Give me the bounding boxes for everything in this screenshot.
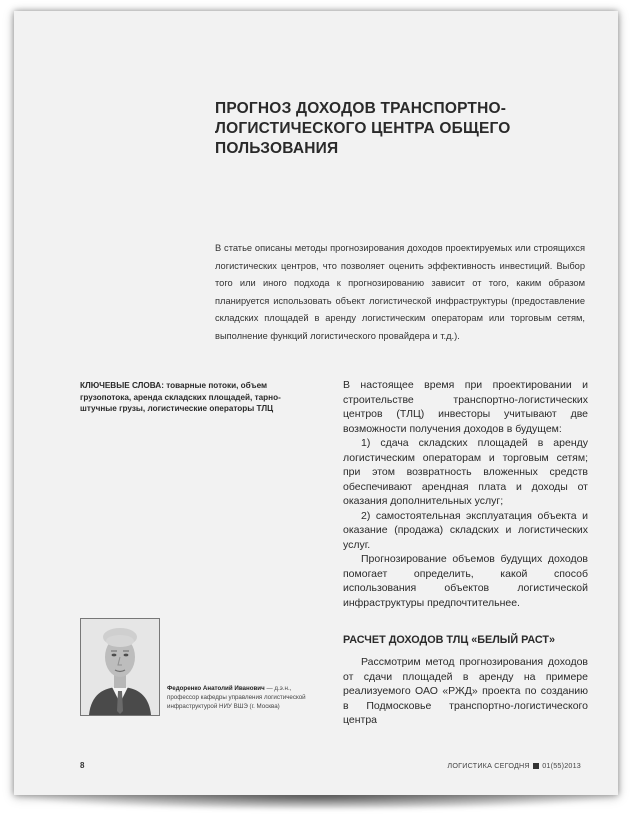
section-paragraph: Рассмотрим метод прогнозирования доходов от сдачи площадей в аренду на примере реализуемого ОАО «РЖД» проекта по созданию в Подмосковье транспортно-логистического центра	[343, 656, 588, 726]
journal-name: ЛОГИСТИКА СЕГОДНЯ	[447, 761, 530, 770]
keywords-label: КЛЮЧЕВЫЕ СЛОВА:	[80, 381, 164, 390]
author-name: Федоренко Анатолий Иванович	[167, 685, 265, 692]
author-portrait-image	[81, 619, 159, 715]
article-title: ПРОГНОЗ ДОХОДОВ ТРАНСПОРТНО-ЛОГИСТИЧЕСКОГО ЦЕНТРА ОБЩЕГО ПОЛЬЗОВАНИЯ	[215, 100, 511, 157]
magazine-page	[14, 11, 618, 795]
keywords-list: товарные потоки, объем грузопотока, аренда складских площадей, тарно-штучные грузы, логистические операторы ТЛЦ	[80, 381, 281, 413]
author-photo	[80, 618, 160, 716]
journal-footer	[447, 761, 581, 770]
author-caption	[167, 684, 317, 711]
page-number: 8	[80, 761, 85, 770]
square-bullet-icon	[533, 763, 539, 769]
section-heading: РАСЧЕТ ДОХОДОВ ТЛЦ «БЕЛЫЙ РАСТ»	[343, 634, 556, 646]
body-paragraph: Прогнозирование объемов будущих доходов помогает определить, какой способ использования объектов логистической инфраструктуры предпочтительнее.	[343, 553, 588, 609]
body-paragraph: 1) сдача складских площадей в аренду логистическим операторам и торговым сетям; при этом возвратность вложенных средств обеспечивают арендная плата и доходы от оказания дополнительных услуг;	[343, 437, 588, 507]
journal-issue: 01(55)2013	[542, 761, 581, 770]
author-details: — д.э.н., профессор кафедры управления логистической инфраструктурой НИУ ВШЭ (г. Москва)	[167, 685, 306, 710]
article-abstract: В статье описаны методы прогнозирования доходов проектируемых или строящихся логистических центров, что позволяет оценить эффективность инвестиций. Выбор того или иного подхода к прогнозированию зависит от того, каким образом планируется использовать объект логистической инфраструктуры (предоставление складских площадей в аренду логистическим операторам или торговым сетям, выполнение функций логистического провайдера и т.д.).	[215, 243, 585, 341]
body-paragraph: В настоящее время при проектировании и строительстве транспортно-логистических центров (ТЛЦ) инвесторы учитывают две возможности получения доходов в будущем:	[343, 379, 588, 435]
keywords-block	[80, 380, 316, 415]
body-paragraph: 2) самостоятельная эксплуатация объекта и оказание (продажа) складских и логистических услуг.	[343, 509, 588, 551]
body-column	[343, 378, 588, 610]
